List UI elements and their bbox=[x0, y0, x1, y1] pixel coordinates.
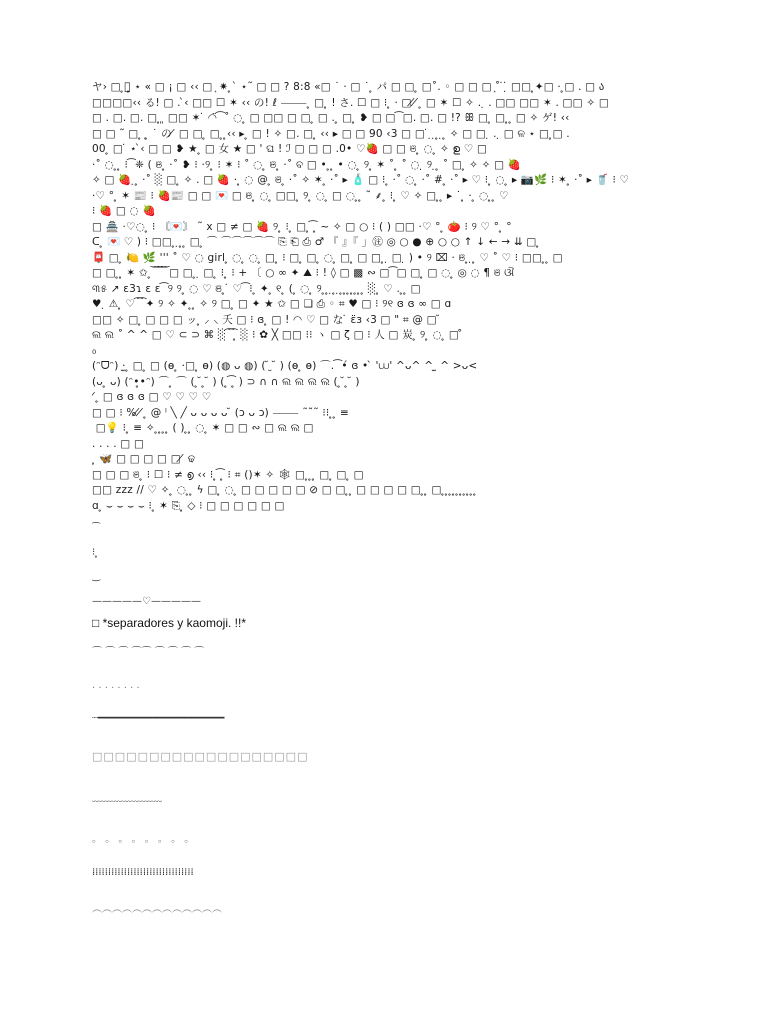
symbol-line: □ . □. □. □ ̥ ͈ □□ ✶ ̇ ◠̈ ͡ ˚ ◌ ̥ □ □□ □ □ ̥ □ . ̥ □ ̥ ❥ □ □ ͡ □. □. □ !? ꕥ □ ̥ □ ̥ ̥ □ ✧ ゲ! ‹‹ bbox=[92, 112, 570, 124]
symbol-line: ⁝ 🍓 □ ◌ 🍓 bbox=[92, 205, 156, 217]
symbol-line: □□ zzz // ♡ ✧ ̥ ◌ ̥ ̥ ϟ □ ̥ ◌ ̥ □ □ □ □ □ ⊘ □ □ ̥ ̥ □ □ □ □ □ ̥ ̥ □ ̥ ̥ ̥ ̥ ̥ ̥ ̥ ̥ ̥ ̥ bbox=[92, 484, 478, 496]
mini-line: ‿ bbox=[92, 571, 101, 582]
symbol-line: ᑕ ̥ 💌 ♡ ) ⁝ □□ ̥ ̣ ̥ ̥ □ ̥ ⌒ ⌒⌒⌒⌒⌒ ⎘ ⎗ ⎙ ♂ 『 』『 」㊟ ◎ ○ ● ⊕ ○ ○ ↑ ↓ ← → ⇊ □ ̥ bbox=[92, 236, 541, 248]
separator-boxes: □□□□□□□□□□□□□□□□□□□ bbox=[92, 750, 309, 763]
symbol-line: ɑ ̥ ⌣ ⌣ ⌣ ⌣ ⁝ ̥ ✶ ⎘ ̥ ◇ ⁝ □ □ □ □ □ □ bbox=[92, 499, 285, 512]
mini-line: ⁀ bbox=[92, 523, 101, 534]
symbol-line: (ᵔᗜᵔ) ·̫ ̥ □ ̥ □ (ɵ ̥ ·□ ̥ ɵ) (◍ ᴗ ◍) ( ̆ ̮ ̆ ) (ɵ ̥ ɵ) ⌒. ͡ •́ ɞ • ̀ '⩊' ^ᴗ^ ^ ̫ ^ >ᴗ< bbox=[92, 360, 478, 372]
symbol-line: (ᴗ ̥ ᴗ) (ᵔ•̥•ᵔ) ⌒ ̥ ⌒ ( ̥ ̆ ̥ ̆ ) ( ̥ ͡ ̥ ) ⊃ ∩ ∩ ଲ ଲ ଲ ଲ ( ̥ ̆ ̥ ̆ ) bbox=[92, 375, 360, 388]
symbol-line: □ □ ⁝ % ̸ ̸ ̥ @ ˡ ╲ ╱ ᴗ ᴗ ᴗ ᴗ ̆ (ɔ ᴗ ɔ) ⸻ ˜˜˜ ⁝⁝ ̥ ̥ ≡ bbox=[92, 406, 350, 419]
symbol-line: ·˚ ◌ ̥ ̥ ⁝ ͡ ❈ ( ଞ ̥ ·˚ ❥ ⁝ ·୨ ̥ ⁝ ✶ ⁝ ˚ ◌ ̥ ଞ ̥ ·˚ ବ □ • ̥ ̥ • ◌ ̥ ୨ ̥ ✶ ˚ ̥ ˚ ◌ ̣ ୨ ̣ ̥ ˚ □ ̥ ✧ ✧ □ 🍓 bbox=[92, 158, 522, 171]
section-caption: □ *separadores y kaomoji. !!* bbox=[92, 616, 246, 630]
separator-wave: ﹏﹏﹏﹏﹏﹏﹏ bbox=[92, 793, 162, 804]
symbol-line: □ 🏯 ·♡◌ ̥ ⁝ 〘💌〙 ˜ x □ ≠ □ 🍓 ୨ ̥ ⁝ ̥ □ ̥ ͡ ̥ ~ ✧ □ ○ ⁝ ( ) □□ ·♡ ° ̥ 🍅 ⁝ ୨ ♡ ° ̥ ° bbox=[92, 220, 512, 233]
mini-line: ⁝ ̥ bbox=[92, 547, 99, 558]
symbol-line: ̥ □💡 ⁝ ̥ ≡ ✧ ̥ ̥ ̥ ̥ ( ) ̥ ̥ ◌ ̥ ✶ □ □ ∾ □ ଲ ଲ □ bbox=[92, 422, 314, 434]
separator-dash: ┈━━━━━━━━━━━━━━━━━━━━━ bbox=[92, 713, 225, 724]
symbol-line: ̀ ̥ 🦋 □ □ □ □ □ ̸ ଢ bbox=[92, 453, 196, 465]
separator-dense: ⁞⁞⁞⁞⁞⁞⁞⁞⁞⁞⁞⁞⁞⁞⁞⁞⁞⁞⁞⁞⁞⁞⁞⁞⁞⁞⁞⁞⁞⁞⁞⁞ bbox=[92, 867, 194, 878]
heart-separator: —————♡————— bbox=[92, 596, 201, 607]
symbol-line: ✧ □ 🍓 ̣ ̥ ·˚ ░ □ ̥ ✧ . □ 🍓 · ̥ ◌ @ ̥ ଞ ̥ ·˚ ✧ ✶ ̥ ·˚ ▸ 🧴 □ ⁝ ̥ ·˚ ◌ ̥ ·˚ # ̥ ·˚ ▸ ♡ ⁝ ̥ ◌ ̥ ▸ 📷🌿 ⁝ ✶ ̥ ·˚ ▸ 🥤 ⁝ ♡ bbox=[92, 174, 630, 186]
symbol-block bbox=[92, 80, 682, 514]
separator-circles: 。 。 。 。 。 。 。 。 bbox=[92, 834, 195, 845]
symbol-line: □ □ ̥ ̥ ✶ ✩ ̥ ͝ ͝ ͝ ͝ □ □ ̥ ̣ □ ̥ ⁝ ̥ ⁝ + 〔 ○ ∞ ✦ ⛰ ⁝ ! ◊ □ ▩ ∾ □ ͡ □ □ ̥ □ ◌ ̥ ◎ ◌ ¶ ଞ ଔ bbox=[92, 267, 515, 279]
symbol-line: . . . . □ □ bbox=[92, 437, 145, 450]
symbol-line: □□ ✧ □ ̥ □ □ □ ッ ̥ ⸝ ⸜ 夭 □ ⁝ ɞ ̥ □ ! ◠ ♡ □ な ̇ ɛ̈ɜ ‹3 □ " ⌗ @ □ ̆ bbox=[92, 313, 441, 326]
separator-dots: . . . . . . . . bbox=[92, 680, 140, 691]
symbol-line: □□□□‹‹ る! □ . ̀‹ □□ ☐ ✶ ‹‹ の! ℓ ⸻ ̥ □ ̥ ! さ. ☐ □ ⁝ ̥ · □ ̸ ̸ ̥ □ ✶ ☐ ✧ . ̣ . □□ □□ ✶ . □□ ✧ □ bbox=[92, 96, 609, 109]
symbol-line: ୩୫ ↗ ɛ3ɿ ɛ ɛ ͡ ୨ ୨ ̥ ◌ ♡ ଞ ̥ ̇ ♡ ͡ ⁝ ̥ ✦ ̥ ୧ ̥ ( ̥ ◌ ̥ ୨ ̥ ̥ ̣ ̥ ̣ ̥ ̥ ̥ ̥ ̥ ̥ ̥ ░ ̥ ♡ . ̥ ̥ □ bbox=[92, 282, 421, 295]
symbol-line: ·♡ ° ̥ ✶ 📰 ⁝ 🍓📰 □ □ 💌 □ ଞ ̥ ◌ ̥ □□ ̥ ୨ ̥ ◌ ̥ □ ◌ ̥ ̥ ˜ ⸙ ̥ ⁝ ̥ ♡ ✧ □ ̥ ̥ ▸ ˙ ̥ · ̥ ◌ ̥ ̥ ♡ bbox=[92, 189, 509, 202]
separator-arcs: ⌒ ⌒ ⌒ ⌒⌒ ⌒ ⌒ ⌒ ⌒ bbox=[92, 647, 205, 658]
symbol-line: □ □ ˜ □ ̥ ͙ ̥ ˙ の ̸ □ □ ̥ □ ̥ ̥‹‹ ▸ ̥ □ ! ✧ □. □ ̥ ‹‹ ▸ □ □ 90 ‹3 □ □ ̇ ̣ ̣ ̥ ̣ ̥ ✧ □ □ ̣ . ̣ □ ଳ ⋆ □ ̥□ . bbox=[92, 127, 570, 140]
separator-tilde: ︵︵︵︵︵︵︵︵︵︵︵︵︵ bbox=[92, 904, 222, 915]
symbol-line: ଲ ଲ ˚ ^ ^ □ ♡ ⊂ ⊃ ⌘ ░ ͡ ͡ ̥ ░ ⁝ ✿ ╳ □□ ⁝⁝ ヽ □ ζ □ ⁝ 人 □ 炭 ̥ ୨ ̥ ◌ ̥ □ ̊ bbox=[92, 329, 463, 341]
symbol-line: ♥ ̣ ⚠ ̥ ♡ ͡ ͡ ✦ ୨ ✧ ✦ ̥ ̥ ✧ ୨ □ ̥ □ ✦ ★ ✩ □ ❏ ⎙ ◦ ⌗ ♥ □ ⁝ ୨୧ ɞ ɞ ∞ □ ɑ bbox=[92, 298, 452, 310]
document-page bbox=[92, 80, 682, 915]
symbol-line: ₀ bbox=[92, 344, 97, 357]
symbol-line: ヤ› □ ̥𖦹̥ ⋆ « □ ¡ □ ‹‹ □ ͙ ✷ ̥` ⋆˜ □ □ ? 8:8 «□ ˙ · □ ˙ ̥ パ □ □ ̥ □˚. ◦ □ □ □ ͙˚ ̇ ̣̇ □□ ̥✦□ · ̥□ . □ ა bbox=[92, 81, 605, 93]
symbol-line: 📮 □ ̥ 🍋 🌿 ''' ˚ ♡ ◌ girl ̥ ◌ ̥ ◌ ̥ □ ̥ ⁝ □ ̥ □ ̥ ◌ ̥ □ ̥ □ □ ̥ ̣ □ ̣ ) • ୨ ⌧ · ଞ ̥ ̣ ̥ ♡ ˚ ♡ ⁝ □□ ̥ ̥ □ bbox=[92, 251, 563, 264]
symbol-line: 00 ̥ □ ̇ ⋆ ̀‹ □ □ ❥ ★ ̥ □ 女 ★ □ ' ଘ ! ℐ □ □ □ .0• ♡🍓 □ □ ଞ ̥ ◌ ̥ ✧ ഉ ♡ □ bbox=[92, 143, 488, 155]
symbol-line: ̸ ̸ ̥ □ ɞ ɞ ɞ □ ♡ ♡ ♡ ♡ bbox=[92, 391, 212, 403]
symbol-line: □ □ □ ଞ ̥ ⁝ ☐ ⁝ ≠ ൭ ‹‹ ⁝ ̥ ͡ ̥ ⁝ ⌗ ()✶ ✧ 🕸 □ ̥ ̥ ̥ □ ̥ □ ̥ □ bbox=[92, 468, 364, 481]
